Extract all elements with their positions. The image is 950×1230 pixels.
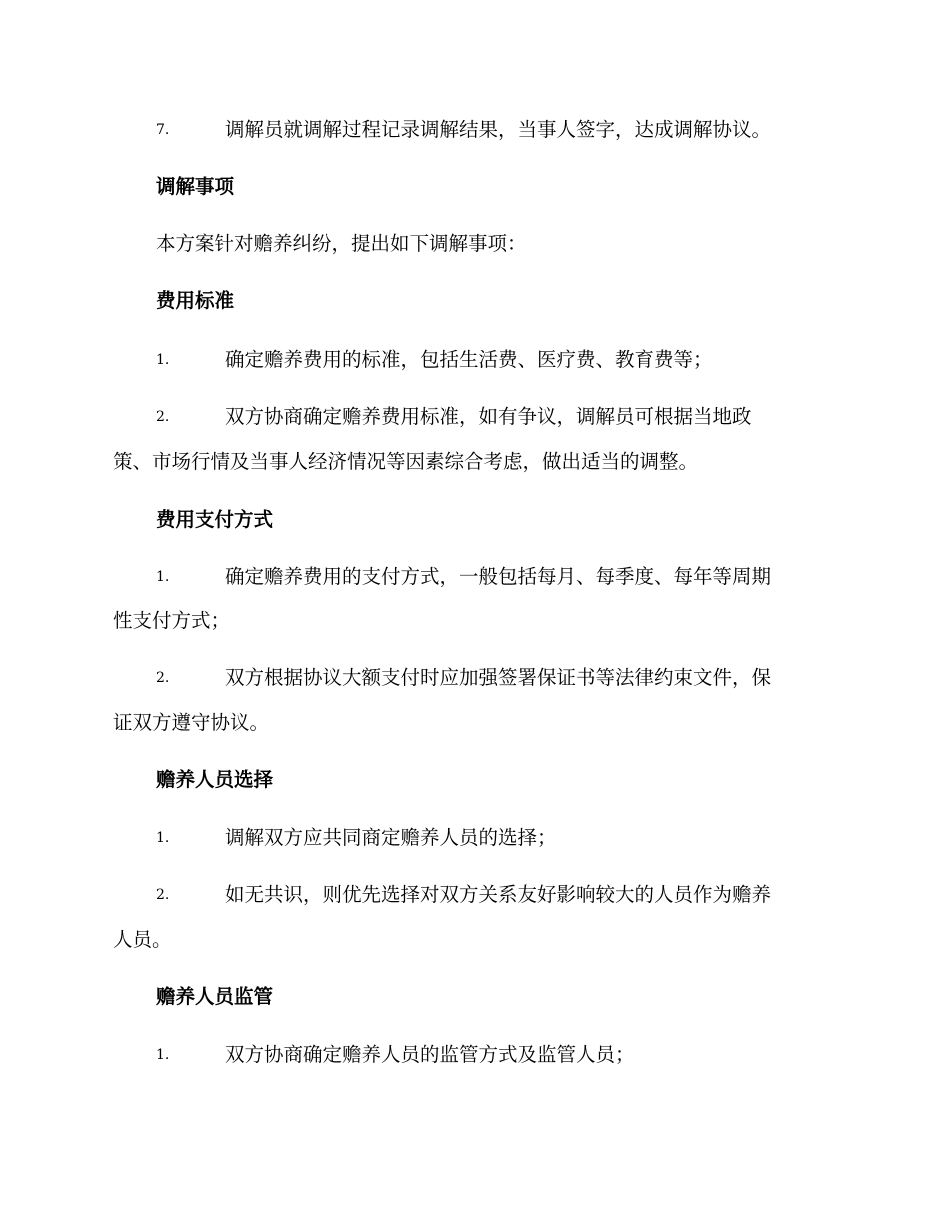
list-item-continuation: 人员。 xyxy=(113,928,172,951)
list-item-text: 确定赡养费用的标准，包括生活费、医疗费、教育费等； xyxy=(225,348,713,371)
section-heading: 赡养人员选择 xyxy=(156,768,274,791)
list-item-text: 双方根据协议大额支付时应加强签署保证书等法律约束文件，保 xyxy=(225,666,772,689)
list-item-text: 双方协商确定赡养人员的监管方式及监管人员； xyxy=(225,1043,635,1066)
list-number: 2. xyxy=(156,670,170,686)
list-item-text: 双方协商确定赡养费用标准，如有争议，调解员可根据当地政 xyxy=(225,405,752,428)
list-item-continuation: 证双方遵守协议。 xyxy=(113,711,270,734)
list-number: 1. xyxy=(156,569,170,585)
section-heading: 费用标准 xyxy=(156,289,235,312)
list-item-text: 确定赡养费用的支付方式，一般包括每月、每季度、每年等周期 xyxy=(225,565,772,588)
section-heading: 费用支付方式 xyxy=(156,508,274,531)
paragraph: 本方案针对赡养纠纷，提出如下调解事项： xyxy=(156,232,527,255)
list-number: 7. xyxy=(156,122,170,138)
list-item-continuation: 性支付方式； xyxy=(113,609,231,632)
list-number: 2. xyxy=(156,887,170,903)
section-heading: 调解事项 xyxy=(156,175,235,198)
list-number: 1. xyxy=(156,352,170,368)
list-item-text: 调解双方应共同商定赡养人员的选择； xyxy=(225,826,557,849)
section-heading: 赡养人员监管 xyxy=(156,985,274,1008)
list-number: 1. xyxy=(156,830,170,846)
list-item-text: 调解员就调解过程记录调解结果，当事人签字，达成调解协议。 xyxy=(225,118,772,141)
list-item-continuation: 策、市场行情及当事人经济情况等因素综合考虑，做出适当的调整。 xyxy=(113,450,699,473)
list-number: 2. xyxy=(156,409,170,425)
list-item-text: 如无共识，则优先选择对双方关系友好影响较大的人员作为赡养 xyxy=(225,883,772,906)
list-number: 1. xyxy=(156,1047,170,1063)
